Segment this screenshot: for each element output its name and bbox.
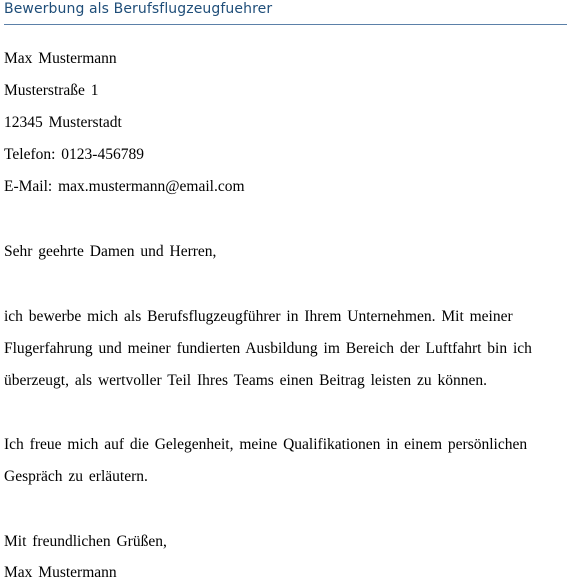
sender-email: E-Mail: max.mustermann@email.com (4, 178, 245, 195)
sender-street: Musterstraße 1 (4, 82, 99, 99)
paragraph-line: Gespräch zu erläutern. (4, 468, 148, 485)
closing: Mit freundlichen Grüßen, (4, 533, 167, 550)
signature: Max Mustermann (4, 564, 117, 581)
paragraph-line: Ich freue mich auf die Gelegenheit, meine Qualifikationen in einem persönlichen (4, 436, 528, 453)
salutation: Sehr geehrte Damen und Herren, (4, 243, 217, 260)
document-title: Bewerbung als Berufsflugzeugfuehrer (4, 1, 273, 17)
sender-name: Max Mustermann (4, 50, 117, 67)
paragraph-line: ich bewerbe mich als Berufsflugzeugführer in Ihrem Unternehmen. Mit meiner (4, 308, 513, 325)
document-header (4, 0, 567, 25)
sender-city: 12345 Musterstadt (4, 114, 122, 131)
paragraph-line: überzeugt, als wertvoller Teil Ihres Teams einen Beitrag leisten zu können. (4, 372, 487, 389)
paragraph-line: Flugerfahrung und meiner fundierten Ausbildung im Bereich der Luftfahrt bin ich (4, 340, 532, 357)
sender-phone: Telefon: 0123-456789 (4, 146, 144, 163)
